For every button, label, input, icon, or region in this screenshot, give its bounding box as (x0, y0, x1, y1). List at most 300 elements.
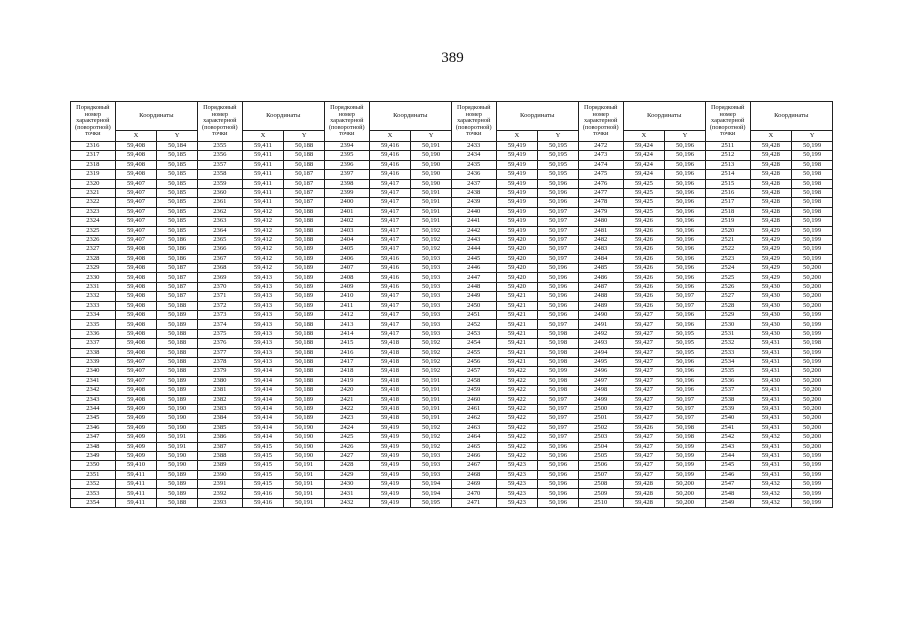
cell-point: 2319 (71, 170, 116, 179)
table-row (71, 301, 833, 310)
cell-x: 59,427 (623, 470, 665, 479)
cell-point: 2537 (705, 386, 750, 395)
cell-x: 59,411 (242, 160, 284, 169)
cell-point: 2404 (324, 235, 369, 244)
cell-y: 50,193 (411, 329, 452, 338)
table-row (71, 320, 833, 329)
cell-x: 59,423 (496, 498, 538, 507)
cell-point: 2464 (451, 433, 496, 442)
cell-y: 50,199 (792, 226, 833, 235)
cell-point: 2468 (451, 470, 496, 479)
cell-y: 50,198 (665, 433, 706, 442)
cell-x: 59,418 (369, 395, 411, 404)
table-row (71, 498, 833, 507)
cell-y: 50,196 (665, 386, 706, 395)
cell-point: 2434 (451, 151, 496, 160)
cell-point: 2322 (71, 198, 116, 207)
cell-y: 50,199 (665, 461, 706, 470)
cell-y: 50,196 (538, 442, 579, 451)
cell-x: 59,411 (242, 151, 284, 160)
cell-point: 2509 (578, 489, 623, 498)
cell-x: 59,427 (623, 433, 665, 442)
cell-point: 2545 (705, 461, 750, 470)
cell-x: 59,420 (496, 254, 538, 263)
cell-x: 59,431 (750, 386, 792, 395)
cell-point: 2382 (197, 395, 242, 404)
cell-x: 59,426 (623, 273, 665, 282)
cell-x: 59,427 (623, 311, 665, 320)
cell-y: 50,197 (665, 395, 706, 404)
header-y: Y (157, 130, 198, 141)
cell-y: 50,196 (665, 160, 706, 169)
cell-x: 59,431 (750, 423, 792, 432)
cell-x: 59,413 (242, 301, 284, 310)
cell-x: 59,413 (242, 348, 284, 357)
cell-point: 2471 (451, 498, 496, 507)
cell-point: 2427 (324, 451, 369, 460)
cell-y: 50,189 (157, 376, 198, 385)
cell-y: 50,198 (538, 339, 579, 348)
cell-y: 50,193 (411, 273, 452, 282)
cell-point: 2527 (705, 292, 750, 301)
cell-point: 2448 (451, 282, 496, 291)
cell-point: 2501 (578, 414, 623, 423)
cell-point: 2371 (197, 292, 242, 301)
cell-x: 59,422 (496, 442, 538, 451)
cell-point: 2428 (324, 461, 369, 470)
cell-point: 2331 (71, 282, 116, 291)
cell-y: 50,196 (538, 198, 579, 207)
cell-y: 50,191 (411, 386, 452, 395)
cell-y: 50,190 (284, 442, 325, 451)
cell-y: 50,193 (411, 470, 452, 479)
cell-point: 2529 (705, 311, 750, 320)
cell-y: 50,192 (411, 357, 452, 366)
table-row (71, 357, 833, 366)
cell-y: 50,190 (157, 461, 198, 470)
cell-y: 50,197 (538, 235, 579, 244)
cell-point: 2345 (71, 414, 116, 423)
cell-x: 59,431 (750, 461, 792, 470)
cell-y: 50,197 (665, 301, 706, 310)
cell-point: 2379 (197, 367, 242, 376)
cell-x: 59,408 (115, 254, 157, 263)
header-x: X (369, 130, 411, 141)
cell-x: 59,429 (750, 273, 792, 282)
cell-point: 2365 (197, 235, 242, 244)
cell-point: 2339 (71, 357, 116, 366)
cell-y: 50,189 (157, 311, 198, 320)
cell-x: 59,430 (750, 282, 792, 291)
cell-y: 50,193 (411, 292, 452, 301)
cell-y: 50,197 (538, 395, 579, 404)
cell-point: 2370 (197, 282, 242, 291)
cell-y: 50,188 (284, 357, 325, 366)
cell-point: 2355 (197, 142, 242, 151)
cell-point: 2460 (451, 395, 496, 404)
cell-x: 59,417 (369, 320, 411, 329)
cell-y: 50,197 (665, 292, 706, 301)
cell-y: 50,196 (538, 480, 579, 489)
cell-point: 2422 (324, 404, 369, 413)
cell-x: 59,426 (623, 245, 665, 254)
cell-x: 59,412 (242, 264, 284, 273)
cell-point: 2508 (578, 480, 623, 489)
cell-y: 50,193 (411, 282, 452, 291)
cell-point: 2386 (197, 433, 242, 442)
cell-point: 2387 (197, 442, 242, 451)
cell-y: 50,196 (665, 235, 706, 244)
cell-x: 59,416 (369, 254, 411, 263)
cell-point: 2384 (197, 414, 242, 423)
cell-point: 2541 (705, 423, 750, 432)
cell-point: 2456 (451, 357, 496, 366)
cell-x: 59,429 (750, 226, 792, 235)
cell-x: 59,416 (369, 282, 411, 291)
cell-point: 2426 (324, 442, 369, 451)
cell-point: 2388 (197, 451, 242, 460)
cell-point: 2530 (705, 320, 750, 329)
cell-y: 50,191 (411, 414, 452, 423)
header-point-number: Порядковый номер характерной (поворотной) точки (705, 102, 750, 142)
cell-x: 59,418 (369, 386, 411, 395)
cell-point: 2469 (451, 480, 496, 489)
table-row (71, 273, 833, 282)
cell-y: 50,190 (411, 179, 452, 188)
cell-point: 2321 (71, 188, 116, 197)
cell-x: 59,427 (623, 329, 665, 338)
cell-y: 50,196 (538, 498, 579, 507)
cell-y: 50,197 (538, 414, 579, 423)
cell-point: 2332 (71, 292, 116, 301)
cell-y: 50,196 (665, 311, 706, 320)
cell-point: 2473 (578, 151, 623, 160)
cell-y: 50,198 (792, 198, 833, 207)
cell-y: 50,198 (665, 423, 706, 432)
cell-x: 59,422 (496, 414, 538, 423)
cell-x: 59,423 (496, 489, 538, 498)
cell-y: 50,191 (411, 142, 452, 151)
cell-y: 50,199 (792, 235, 833, 244)
cell-x: 59,408 (115, 395, 157, 404)
cell-point: 2478 (578, 198, 623, 207)
cell-x: 59,407 (115, 367, 157, 376)
cell-y: 50,197 (665, 404, 706, 413)
table-header (71, 102, 833, 142)
cell-y: 50,185 (157, 188, 198, 197)
cell-point: 2393 (197, 498, 242, 507)
cell-y: 50,200 (665, 480, 706, 489)
cell-x: 59,418 (369, 367, 411, 376)
cell-x: 59,427 (623, 348, 665, 357)
table-row (71, 170, 833, 179)
cell-y: 50,188 (157, 348, 198, 357)
table-row (71, 151, 833, 160)
cell-y: 50,192 (411, 235, 452, 244)
cell-y: 50,190 (157, 414, 198, 423)
cell-x: 59,420 (496, 235, 538, 244)
cell-x: 59,428 (750, 160, 792, 169)
cell-x: 59,432 (750, 489, 792, 498)
cell-x: 59,419 (369, 442, 411, 451)
cell-x: 59,411 (115, 480, 157, 489)
table-row (71, 470, 833, 479)
cell-x: 59,422 (496, 386, 538, 395)
cell-point: 2361 (197, 198, 242, 207)
cell-point: 2326 (71, 235, 116, 244)
cell-x: 59,430 (750, 311, 792, 320)
header-coordinates: Координаты (623, 102, 705, 131)
cell-x: 59,425 (623, 179, 665, 188)
cell-point: 2538 (705, 395, 750, 404)
cell-y: 50,200 (665, 489, 706, 498)
cell-y: 50,189 (284, 254, 325, 263)
cell-point: 2443 (451, 235, 496, 244)
coordinates-table (70, 101, 833, 508)
cell-x: 59,409 (115, 404, 157, 413)
cell-y: 50,200 (792, 367, 833, 376)
header-y: Y (665, 130, 706, 141)
cell-point: 2415 (324, 339, 369, 348)
cell-y: 50,188 (284, 226, 325, 235)
cell-point: 2520 (705, 226, 750, 235)
cell-x: 59,427 (623, 461, 665, 470)
cell-x: 59,416 (242, 498, 284, 507)
table-row (71, 207, 833, 216)
cell-point: 2325 (71, 226, 116, 235)
cell-point: 2459 (451, 386, 496, 395)
cell-point: 2330 (71, 273, 116, 282)
cell-y: 50,189 (157, 480, 198, 489)
cell-y: 50,198 (792, 339, 833, 348)
cell-y: 50,188 (284, 235, 325, 244)
cell-y: 50,191 (411, 404, 452, 413)
cell-y: 50,192 (411, 245, 452, 254)
cell-point: 2366 (197, 245, 242, 254)
cell-point: 2329 (71, 264, 116, 273)
cell-x: 59,431 (750, 395, 792, 404)
cell-y: 50,197 (538, 217, 579, 226)
cell-point: 2525 (705, 273, 750, 282)
cell-x: 59,415 (242, 470, 284, 479)
cell-point: 2381 (197, 386, 242, 395)
cell-point: 2334 (71, 311, 116, 320)
cell-x: 59,429 (750, 264, 792, 273)
cell-y: 50,195 (538, 142, 579, 151)
cell-x: 59,419 (369, 470, 411, 479)
cell-x: 59,422 (496, 376, 538, 385)
cell-point: 2353 (71, 489, 116, 498)
table-row (71, 142, 833, 151)
cell-x: 59,419 (369, 451, 411, 460)
cell-x: 59,411 (242, 188, 284, 197)
cell-y: 50,196 (665, 198, 706, 207)
cell-point: 2320 (71, 179, 116, 188)
cell-point: 2504 (578, 442, 623, 451)
cell-point: 2472 (578, 142, 623, 151)
cell-y: 50,188 (284, 376, 325, 385)
page-number: 389 (441, 50, 464, 66)
cell-point: 2418 (324, 367, 369, 376)
header-y: Y (792, 130, 833, 141)
cell-point: 2398 (324, 179, 369, 188)
cell-x: 59,431 (750, 404, 792, 413)
cell-point: 2499 (578, 395, 623, 404)
cell-y: 50,189 (284, 404, 325, 413)
cell-y: 50,194 (411, 489, 452, 498)
cell-x: 59,428 (623, 480, 665, 489)
cell-x: 59,411 (242, 170, 284, 179)
cell-x: 59,428 (750, 179, 792, 188)
cell-x: 59,417 (369, 292, 411, 301)
cell-point: 2484 (578, 254, 623, 263)
cell-x: 59,408 (115, 142, 157, 151)
cell-point: 2408 (324, 273, 369, 282)
cell-y: 50,197 (538, 423, 579, 432)
cell-x: 59,429 (750, 245, 792, 254)
cell-x: 59,419 (496, 179, 538, 188)
cell-y: 50,200 (665, 498, 706, 507)
cell-y: 50,199 (792, 320, 833, 329)
cell-point: 2454 (451, 339, 496, 348)
cell-point: 2383 (197, 404, 242, 413)
cell-x: 59,412 (242, 217, 284, 226)
cell-y: 50,193 (411, 254, 452, 263)
cell-x: 59,428 (623, 489, 665, 498)
cell-point: 2372 (197, 301, 242, 310)
cell-point: 2336 (71, 329, 116, 338)
cell-x: 59,416 (369, 160, 411, 169)
cell-y: 50,190 (411, 170, 452, 179)
cell-y: 50,188 (284, 367, 325, 376)
cell-x: 59,417 (369, 207, 411, 216)
cell-x: 59,422 (496, 423, 538, 432)
cell-x: 59,413 (242, 339, 284, 348)
cell-point: 2487 (578, 282, 623, 291)
cell-y: 50,189 (157, 320, 198, 329)
cell-point: 2522 (705, 245, 750, 254)
cell-x: 59,432 (750, 433, 792, 442)
cell-point: 2327 (71, 245, 116, 254)
cell-point: 2442 (451, 226, 496, 235)
table-row (71, 245, 833, 254)
cell-x: 59,428 (750, 151, 792, 160)
cell-x: 59,407 (115, 198, 157, 207)
cell-point: 2491 (578, 320, 623, 329)
cell-x: 59,408 (115, 264, 157, 273)
cell-point: 2411 (324, 301, 369, 310)
cell-y: 50,196 (538, 188, 579, 197)
cell-point: 2479 (578, 207, 623, 216)
cell-y: 50,200 (792, 273, 833, 282)
cell-x: 59,410 (115, 461, 157, 470)
cell-y: 50,199 (665, 451, 706, 460)
cell-y: 50,188 (284, 217, 325, 226)
cell-x: 59,415 (242, 451, 284, 460)
cell-x: 59,414 (242, 376, 284, 385)
cell-point: 2540 (705, 414, 750, 423)
cell-point: 2536 (705, 376, 750, 385)
cell-point: 2348 (71, 442, 116, 451)
cell-point: 2374 (197, 320, 242, 329)
cell-x: 59,409 (115, 442, 157, 451)
cell-y: 50,196 (665, 376, 706, 385)
header-coordinates: Координаты (242, 102, 324, 131)
cell-y: 50,188 (284, 339, 325, 348)
cell-point: 2543 (705, 442, 750, 451)
cell-y: 50,191 (411, 395, 452, 404)
cell-point: 2523 (705, 254, 750, 263)
cell-y: 50,189 (157, 489, 198, 498)
cell-y: 50,190 (411, 151, 452, 160)
cell-x: 59,408 (115, 292, 157, 301)
cell-y: 50,199 (792, 142, 833, 151)
cell-point: 2358 (197, 170, 242, 179)
cell-y: 50,189 (157, 395, 198, 404)
cell-x: 59,407 (115, 226, 157, 235)
cell-x: 59,427 (623, 395, 665, 404)
cell-x: 59,418 (369, 357, 411, 366)
cell-point: 2517 (705, 198, 750, 207)
cell-x: 59,421 (496, 320, 538, 329)
cell-x: 59,417 (369, 226, 411, 235)
cell-y: 50,200 (792, 442, 833, 451)
cell-x: 59,423 (496, 470, 538, 479)
header-point-number: Порядковый номер характерной (поворотной) точки (451, 102, 496, 142)
cell-y: 50,185 (157, 179, 198, 188)
cell-x: 59,431 (750, 451, 792, 460)
cell-x: 59,419 (369, 423, 411, 432)
cell-point: 2432 (324, 498, 369, 507)
cell-y: 50,189 (284, 282, 325, 291)
cell-y: 50,191 (284, 498, 325, 507)
cell-x: 59,407 (115, 179, 157, 188)
cell-x: 59,408 (115, 320, 157, 329)
cell-y: 50,198 (792, 170, 833, 179)
cell-x: 59,418 (369, 348, 411, 357)
cell-x: 59,427 (623, 451, 665, 460)
cell-y: 50,188 (157, 498, 198, 507)
cell-point: 2450 (451, 301, 496, 310)
table-row (71, 311, 833, 320)
cell-y: 50,199 (538, 367, 579, 376)
cell-point: 2452 (451, 320, 496, 329)
cell-x: 59,418 (369, 404, 411, 413)
cell-point: 2482 (578, 235, 623, 244)
cell-point: 2389 (197, 461, 242, 470)
table-row (71, 489, 833, 498)
cell-y: 50,196 (538, 489, 579, 498)
cell-x: 59,430 (750, 292, 792, 301)
cell-x: 59,416 (369, 264, 411, 273)
cell-x: 59,422 (496, 451, 538, 460)
cell-x: 59,427 (623, 320, 665, 329)
cell-point: 2544 (705, 451, 750, 460)
table-row (71, 179, 833, 188)
cell-y: 50,186 (157, 245, 198, 254)
cell-point: 2518 (705, 207, 750, 216)
cell-y: 50,197 (538, 207, 579, 216)
cell-y: 50,196 (665, 254, 706, 263)
cell-y: 50,196 (665, 217, 706, 226)
cell-point: 2490 (578, 311, 623, 320)
cell-x: 59,425 (623, 198, 665, 207)
cell-x: 59,417 (369, 245, 411, 254)
cell-x: 59,412 (242, 235, 284, 244)
cell-y: 50,190 (157, 423, 198, 432)
cell-x: 59,428 (623, 498, 665, 507)
cell-y: 50,194 (411, 480, 452, 489)
